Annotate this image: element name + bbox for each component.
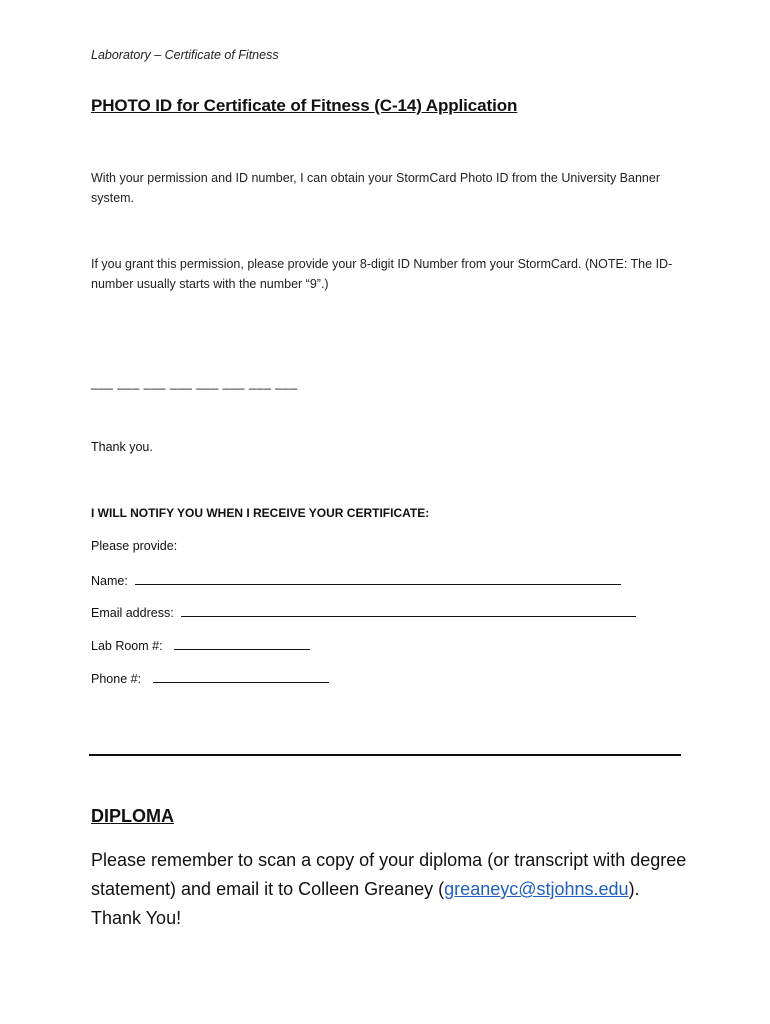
email-link[interactable]: greaneyc@stjohns.edu bbox=[444, 879, 629, 899]
section-divider bbox=[89, 754, 681, 756]
please-provide-text: Please provide: bbox=[91, 539, 178, 553]
name-blank-line[interactable] bbox=[135, 572, 621, 585]
phone-field-row bbox=[91, 670, 329, 686]
lab-room-field-row bbox=[91, 637, 310, 653]
lab-room-blank-line[interactable] bbox=[174, 637, 310, 650]
email-blank-line[interactable] bbox=[181, 604, 636, 617]
instructions-paragraph: If you grant this permission, please provide your 8-digit ID Number from your StormCard. (NOTE: The ID-number usually starts with the number “9”.) bbox=[91, 257, 673, 291]
diploma-title: DIPLOMA bbox=[91, 806, 174, 826]
phone-label: Phone #: bbox=[91, 672, 142, 686]
thank-you-text: Thank you. bbox=[91, 440, 153, 454]
phone-blank-line[interactable] bbox=[153, 670, 329, 683]
page-header: Laboratory – Certificate of Fitness bbox=[91, 48, 279, 62]
name-label: Name: bbox=[91, 574, 128, 588]
name-field-row bbox=[91, 572, 621, 588]
notify-heading: I WILL NOTIFY YOU WHEN I RECEIVE YOUR CERTIFICATE: bbox=[91, 506, 430, 520]
email-label: Email address: bbox=[91, 606, 174, 620]
email-field-row bbox=[91, 604, 636, 620]
lab-room-label: Lab Room #: bbox=[91, 639, 163, 653]
diploma-text-after: ). Thank You! bbox=[91, 879, 640, 928]
id-number-blanks[interactable]: ___ ___ ___ ___ ___ ___ ___ ___ bbox=[91, 376, 298, 390]
permission-paragraph: With your permission and ID number, I can obtain your StormCard Photo ID from the University Banner system. bbox=[91, 171, 660, 205]
diploma-text bbox=[91, 846, 691, 933]
diploma-text-before: Please remember to scan a copy of your diploma (or transcript with degree statement) and email it to Colleen Greaney ( bbox=[91, 850, 687, 899]
page-title: PHOTO ID for Certificate of Fitness (C-14) Application bbox=[91, 96, 518, 115]
